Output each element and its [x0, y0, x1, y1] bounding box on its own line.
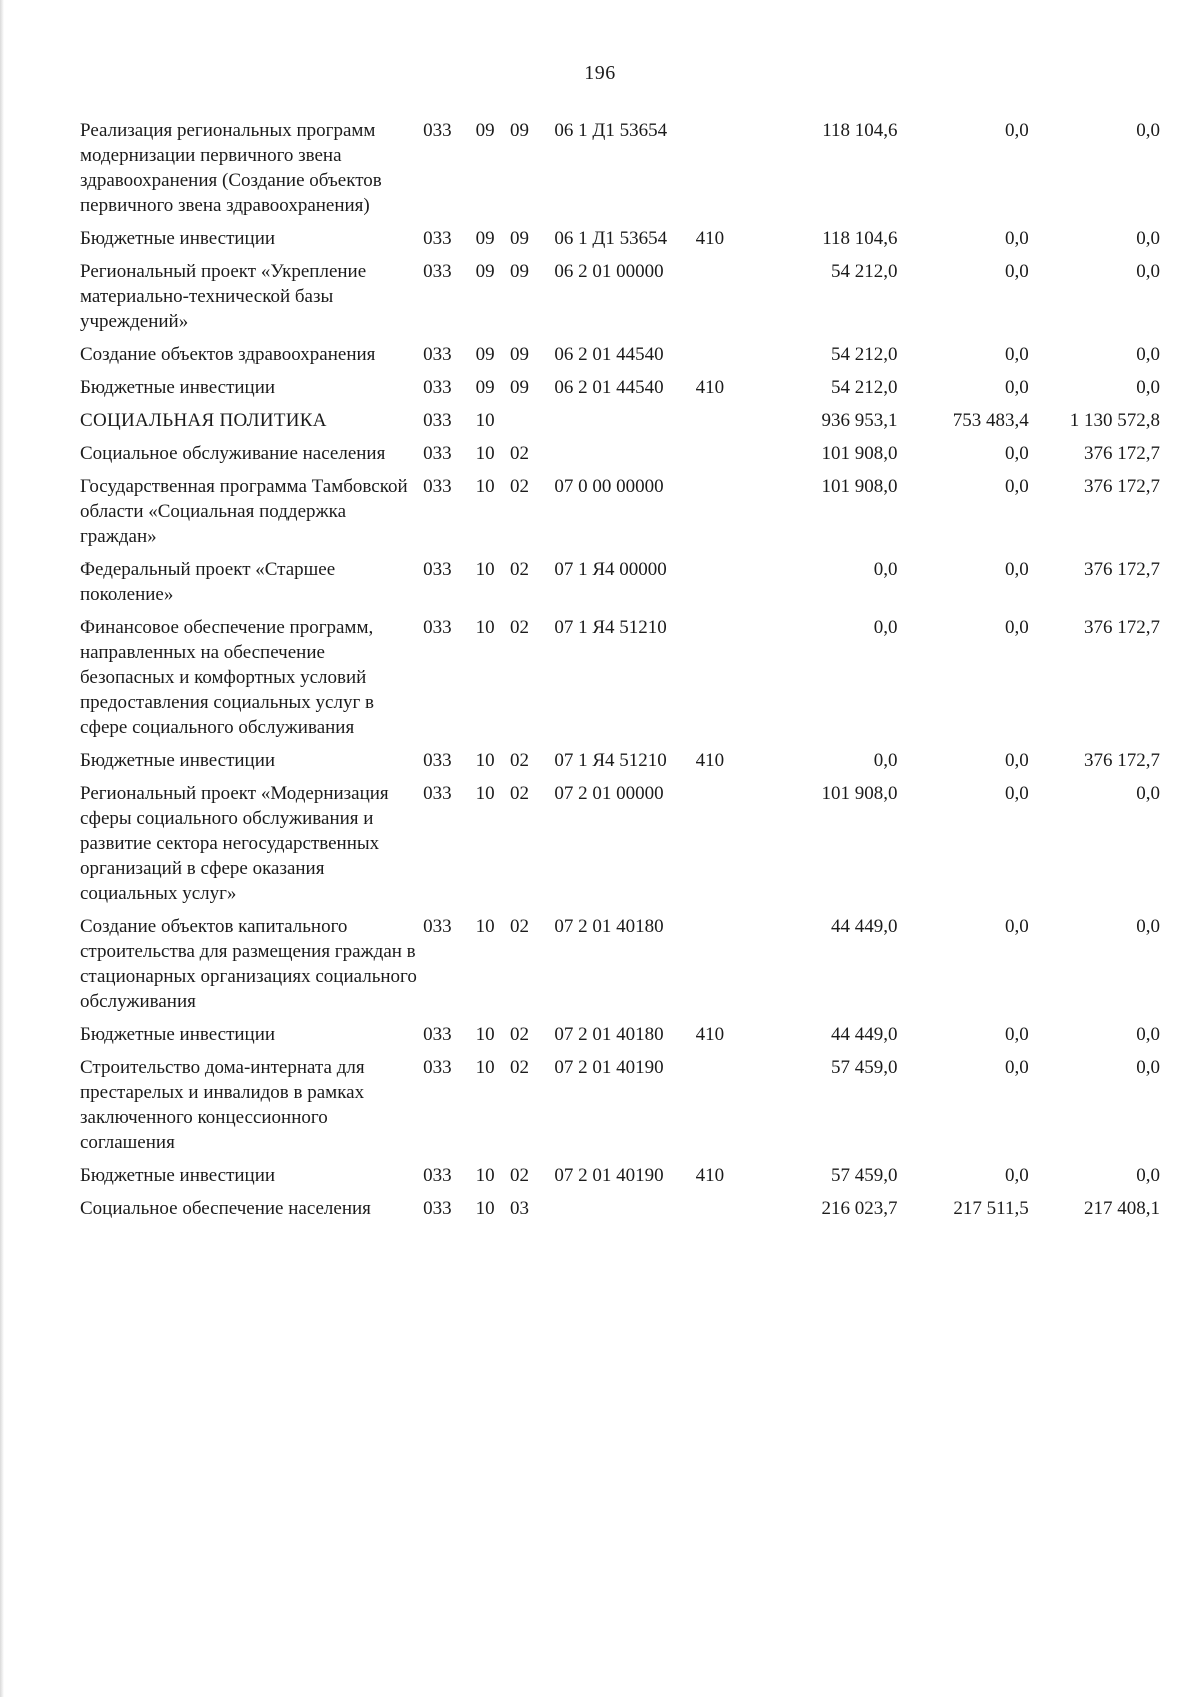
- row-target-item-code: 07 2 01 40190: [554, 1057, 664, 1078]
- row-subsection-code: 09: [509, 228, 529, 249]
- row-name: СОЦИАЛЬНАЯ ПОЛИТИКА: [80, 410, 327, 431]
- budget-table-body: [80, 118, 1160, 1229]
- row-amount-year-2: 0,0: [1004, 559, 1029, 580]
- row-amount-year-2: 0,0: [1004, 1165, 1029, 1186]
- row-section-code: 10: [475, 1057, 495, 1078]
- row-amount-year-2: 0,0: [1004, 916, 1029, 937]
- row-amount-year-2: 0,0: [1004, 617, 1029, 638]
- row-section-code: 10: [475, 1198, 495, 1219]
- row-ministry-code: 033: [423, 261, 452, 282]
- row-amount-year-2: 217 511,5: [953, 1198, 1029, 1219]
- row-target-item-code: [554, 441, 695, 474]
- row-amount-year-3: 376 172,7: [1084, 617, 1160, 638]
- scan-edge-shadow: [0, 0, 4, 1697]
- row-amount-year-2: 0,0: [1004, 344, 1029, 365]
- row-name: Реализация региональных программ модернизации первичного звена здравоохранения (Создание объектов первичного звена здравоохранения): [80, 120, 382, 216]
- row-subsection-code: 03: [509, 1198, 529, 1219]
- row-amount-year-2: 0,0: [1004, 261, 1029, 282]
- table-row: [80, 375, 1160, 408]
- row-expense-type-code: 410: [695, 750, 725, 771]
- row-amount-year-3: 0,0: [1136, 783, 1160, 804]
- row-name: Бюджетные инвестиции: [80, 1165, 276, 1186]
- row-ministry-code: 033: [423, 443, 452, 464]
- table-row: [80, 1055, 1160, 1163]
- row-name: Бюджетные инвестиции: [80, 377, 276, 398]
- row-amount-year-1: 936 953,1: [821, 410, 898, 431]
- row-target-item-code: 06 1 Д1 53654: [554, 120, 668, 141]
- row-ministry-code: 033: [423, 1198, 452, 1219]
- table-row: [80, 914, 1160, 1022]
- row-expense-type-code: [696, 557, 746, 615]
- row-amount-year-1: 101 908,0: [821, 443, 898, 464]
- row-amount-year-1: 118 104,6: [822, 228, 898, 249]
- row-ministry-code: 033: [423, 559, 452, 580]
- row-target-item-code: 07 1 Я4 00000: [554, 559, 667, 580]
- row-expense-type-code: [696, 408, 746, 441]
- row-amount-year-2: 0,0: [1004, 377, 1029, 398]
- page-number: 196: [584, 62, 616, 84]
- row-amount-year-3: 0,0: [1136, 916, 1160, 937]
- row-amount-year-2: 0,0: [1004, 443, 1029, 464]
- row-ministry-code: 033: [423, 617, 452, 638]
- table-row: [80, 226, 1160, 259]
- row-target-item-code: 06 1 Д1 53654: [554, 228, 668, 249]
- row-amount-year-1: 54 212,0: [831, 377, 898, 398]
- row-amount-year-2: 753 483,4: [952, 410, 1029, 431]
- row-name: Региональный проект «Укрепление материально-технической базы учреждений»: [80, 261, 367, 332]
- row-expense-type-code: [696, 914, 746, 1022]
- table-row: [80, 441, 1160, 474]
- row-ministry-code: 033: [423, 1024, 452, 1045]
- table-row: [80, 342, 1160, 375]
- row-ministry-code: 033: [423, 410, 452, 431]
- row-name: Бюджетные инвестиции: [80, 1024, 276, 1045]
- row-subsection-code: [510, 408, 554, 441]
- row-subsection-code: 02: [509, 1024, 529, 1045]
- row-subsection-code: 09: [509, 377, 529, 398]
- row-amount-year-2: 0,0: [1004, 783, 1029, 804]
- row-amount-year-3: 376 172,7: [1084, 443, 1160, 464]
- row-amount-year-2: 0,0: [1004, 1057, 1029, 1078]
- row-amount-year-1: 118 104,6: [822, 120, 898, 141]
- row-amount-year-1: 54 212,0: [831, 344, 898, 365]
- row-target-item-code: 07 2 01 40180: [554, 1024, 664, 1045]
- row-amount-year-1: 57 459,0: [831, 1057, 898, 1078]
- row-ministry-code: 033: [423, 1165, 452, 1186]
- row-name: Создание объектов капитального строительства для размещения граждан в стационарных организациях социального обслуживания: [80, 916, 417, 1012]
- row-amount-year-2: 0,0: [1004, 228, 1029, 249]
- row-section-code: 09: [475, 228, 495, 249]
- row-amount-year-1: 216 023,7: [821, 1198, 898, 1219]
- row-expense-type-code: [696, 118, 746, 226]
- table-row: [80, 1022, 1160, 1055]
- row-section-code: 09: [475, 377, 495, 398]
- row-amount-year-3: 0,0: [1136, 344, 1160, 365]
- row-section-code: 10: [475, 783, 495, 804]
- row-amount-year-2: 0,0: [1004, 120, 1029, 141]
- row-subsection-code: 09: [509, 120, 529, 141]
- row-target-item-code: [554, 408, 695, 441]
- row-subsection-code: 02: [509, 750, 529, 771]
- table-row: [80, 1163, 1160, 1196]
- row-target-item-code: 07 1 Я4 51210: [554, 750, 667, 771]
- row-amount-year-1: 101 908,0: [821, 783, 898, 804]
- row-target-item-code: 07 0 00 00000: [554, 476, 664, 497]
- row-amount-year-1: 0,0: [873, 750, 898, 771]
- row-ministry-code: 033: [423, 783, 452, 804]
- table-row: [80, 557, 1160, 615]
- row-section-code: 10: [475, 1165, 495, 1186]
- row-ministry-code: 033: [423, 1057, 452, 1078]
- row-expense-type-code: [696, 781, 746, 914]
- row-subsection-code: 09: [509, 261, 529, 282]
- table-row: [80, 781, 1160, 914]
- row-section-code: 10: [475, 617, 495, 638]
- budget-table: [80, 118, 1160, 1229]
- table-row: [80, 259, 1160, 342]
- row-amount-year-3: 217 408,1: [1084, 1198, 1160, 1219]
- table-row: [80, 408, 1160, 441]
- row-name: Социальное обслуживание населения: [80, 443, 386, 464]
- row-section-code: 10: [475, 916, 495, 937]
- row-section-code: 10: [475, 1024, 495, 1045]
- row-name: Федеральный проект «Старшее поколение»: [80, 559, 336, 605]
- row-target-item-code: [554, 1196, 695, 1229]
- row-target-item-code: 07 1 Я4 51210: [554, 617, 667, 638]
- table-row: [80, 118, 1160, 226]
- row-amount-year-3: 0,0: [1136, 377, 1160, 398]
- table-row: [80, 615, 1160, 748]
- row-subsection-code: 02: [509, 559, 529, 580]
- row-section-code: 09: [475, 261, 495, 282]
- row-name: Региональный проект «Модернизация сферы социального обслуживания и развитие сектора негосударственных организаций в сфере оказания социальных услуг»: [80, 783, 389, 904]
- row-name: Социальное обеспечение населения: [80, 1198, 371, 1219]
- row-amount-year-1: 54 212,0: [831, 261, 898, 282]
- row-section-code: 10: [475, 750, 495, 771]
- row-ministry-code: 033: [423, 228, 452, 249]
- row-subsection-code: 02: [509, 476, 529, 497]
- row-expense-type-code: 410: [695, 228, 725, 249]
- row-target-item-code: 06 2 01 44540: [554, 344, 664, 365]
- row-section-code: 09: [475, 344, 495, 365]
- row-subsection-code: 02: [509, 1165, 529, 1186]
- row-subsection-code: 02: [509, 617, 529, 638]
- row-amount-year-1: 57 459,0: [831, 1165, 898, 1186]
- row-ministry-code: 033: [423, 750, 452, 771]
- row-amount-year-3: 376 172,7: [1084, 559, 1160, 580]
- row-target-item-code: 06 2 01 00000: [554, 261, 664, 282]
- row-amount-year-3: 0,0: [1136, 1165, 1160, 1186]
- row-name: Финансовое обеспечение программ, направленных на обеспечение безопасных и комфортных условий предоставления социальных услуг в сфере социального обслуживания: [80, 617, 374, 738]
- row-section-code: 10: [475, 410, 495, 431]
- row-amount-year-2: 0,0: [1004, 476, 1029, 497]
- row-amount-year-3: 376 172,7: [1084, 750, 1160, 771]
- row-amount-year-3: 0,0: [1136, 261, 1160, 282]
- row-amount-year-1: 44 449,0: [831, 1024, 898, 1045]
- row-name: Создание объектов здравоохранения: [80, 344, 376, 365]
- row-name: Бюджетные инвестиции: [80, 228, 276, 249]
- row-subsection-code: 02: [509, 443, 529, 464]
- row-amount-year-3: 0,0: [1136, 1057, 1160, 1078]
- row-amount-year-1: 101 908,0: [821, 476, 898, 497]
- row-amount-year-2: 0,0: [1004, 750, 1029, 771]
- row-section-code: 10: [475, 559, 495, 580]
- table-row: [80, 748, 1160, 781]
- row-amount-year-1: 44 449,0: [831, 916, 898, 937]
- row-expense-type-code: [696, 615, 746, 748]
- row-amount-year-3: 0,0: [1136, 1024, 1160, 1045]
- row-name: Государственная программа Тамбовской области «Социальная поддержка граждан»: [80, 476, 408, 547]
- row-name: Строительство дома-интерната для престарелых и инвалидов в рамках заключенного концессионного соглашения: [80, 1057, 365, 1153]
- row-target-item-code: 06 2 01 44540: [554, 377, 664, 398]
- row-subsection-code: 02: [509, 1057, 529, 1078]
- row-ministry-code: 033: [423, 344, 452, 365]
- row-subsection-code: 09: [509, 344, 529, 365]
- row-amount-year-2: 0,0: [1004, 1024, 1029, 1045]
- table-row: [80, 1196, 1160, 1229]
- row-expense-type-code: [696, 1196, 746, 1229]
- row-expense-type-code: [696, 1055, 746, 1163]
- row-amount-year-3: 0,0: [1136, 120, 1160, 141]
- row-section-code: 09: [475, 120, 495, 141]
- row-expense-type-code: 410: [695, 377, 725, 398]
- row-target-item-code: 07 2 01 40190: [554, 1165, 664, 1186]
- row-expense-type-code: [696, 259, 746, 342]
- row-amount-year-3: 0,0: [1136, 228, 1160, 249]
- row-amount-year-1: 0,0: [873, 559, 898, 580]
- row-ministry-code: 033: [423, 377, 452, 398]
- row-expense-type-code: [696, 342, 746, 375]
- row-target-item-code: 07 2 01 40180: [554, 916, 664, 937]
- row-name: Бюджетные инвестиции: [80, 750, 276, 771]
- table-row: [80, 474, 1160, 557]
- row-amount-year-3: 1 130 572,8: [1069, 410, 1160, 431]
- row-ministry-code: 033: [423, 476, 452, 497]
- row-section-code: 10: [475, 443, 495, 464]
- row-amount-year-1: 0,0: [873, 617, 898, 638]
- row-expense-type-code: [696, 474, 746, 557]
- row-subsection-code: 02: [509, 916, 529, 937]
- row-amount-year-3: 376 172,7: [1084, 476, 1160, 497]
- row-subsection-code: 02: [509, 783, 529, 804]
- row-expense-type-code: 410: [695, 1024, 725, 1045]
- row-ministry-code: 033: [423, 916, 452, 937]
- row-expense-type-code: [696, 441, 746, 474]
- row-target-item-code: 07 2 01 00000: [554, 783, 664, 804]
- row-expense-type-code: 410: [695, 1165, 725, 1186]
- row-section-code: 10: [475, 476, 495, 497]
- row-ministry-code: 033: [423, 120, 452, 141]
